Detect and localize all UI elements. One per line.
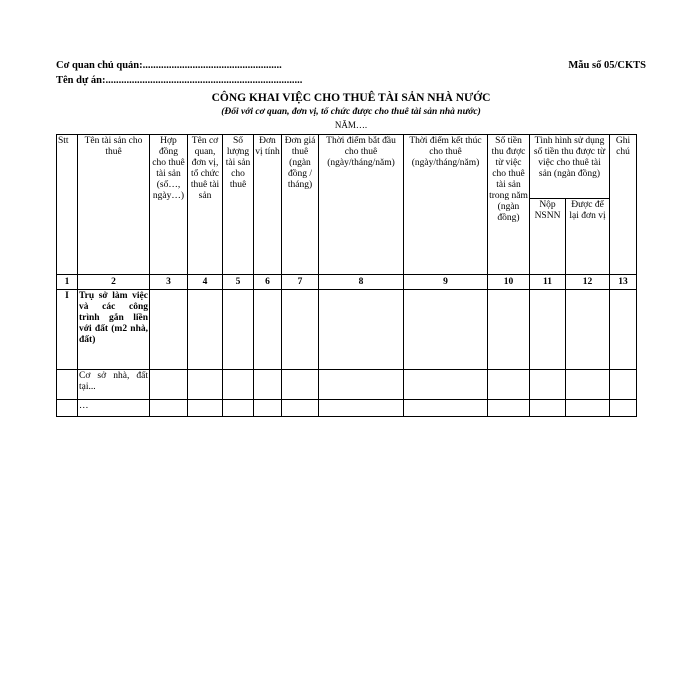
table-row (57, 370, 637, 400)
header-top-row (56, 58, 646, 73)
header-budget: Nộp NSNN (530, 199, 566, 275)
column-number: 13 (610, 275, 637, 290)
column-number-row (57, 275, 637, 290)
column-number: 9 (404, 275, 488, 290)
column-number: 12 (566, 275, 610, 290)
column-number: 6 (254, 275, 282, 290)
column-number: 5 (223, 275, 254, 290)
header-unit-price: Đơn giá thuê (ngàn đồng / tháng) (282, 135, 319, 275)
header-org-name: Tên cơ quan, đơn vị, tổ chức thuê tài sản (188, 135, 223, 275)
header-revenue: Số tiền thu được từ việc cho thuê tài sản trong năm (ngàn đồng) (488, 135, 530, 275)
row-stt (57, 370, 78, 400)
row-stt (57, 400, 78, 417)
column-number: 1 (57, 275, 78, 290)
header-retained: Được để lại đơn vị (566, 199, 610, 275)
column-number: 7 (282, 275, 319, 290)
header-asset-name: Tên tài sản cho thuê (78, 135, 150, 275)
form-number: Mẫu số 05/CKTS (568, 60, 646, 71)
row-stt: I (57, 290, 78, 370)
column-number: 3 (150, 275, 188, 290)
column-number: 4 (188, 275, 223, 290)
column-number: 8 (319, 275, 404, 290)
rental-table (56, 134, 637, 417)
column-number: 11 (530, 275, 566, 290)
column-number: 2 (78, 275, 150, 290)
header-usage-group: Tình hình sử dụng số tiền thu được từ việc cho thuê tài sản (ngàn đồng) (530, 135, 610, 199)
row-asset-name: Trụ sở làm việc và các công trình gắn liền với đất (m2 nhà, đất) (78, 290, 150, 370)
header-start-time: Thời điểm bắt đầu cho thuê (ngày/tháng/năm) (319, 135, 404, 275)
project-label: Tên dự án:........................................................................... (56, 75, 303, 86)
table-row (57, 400, 637, 417)
row-asset-name: Cơ sở nhà, đất tại... (78, 370, 150, 400)
document-page (56, 58, 646, 417)
table-row (57, 290, 637, 370)
year-label: NĂM…. (334, 120, 368, 130)
document-subtitle: (Đối với cơ quan, đơn vị, tổ chức được cho thuê tài sản nhà nước) (221, 107, 481, 117)
agency-label: Cơ quan chủ quản:..................................................... (56, 60, 282, 71)
column-number: 10 (488, 275, 530, 290)
header-unit: Đơn vị tính (254, 135, 282, 275)
header-stt: Stt (57, 135, 78, 275)
header-end-time: Thời điểm kết thúc cho thuê (ngày/tháng/năm) (404, 135, 488, 275)
header-contract: Hợp đồng cho thuê tài sản (số…, ngày…) (150, 135, 188, 275)
row-asset-name: … (78, 400, 150, 417)
document-title: CÔNG KHAI VIỆC CHO THUÊ TÀI SẢN NHÀ NƯỚC (211, 92, 491, 104)
header-quantity: Số lượng tài sản cho thuê (223, 135, 254, 275)
header-row-1 (57, 135, 637, 199)
header-note: Ghi chú (610, 135, 637, 275)
